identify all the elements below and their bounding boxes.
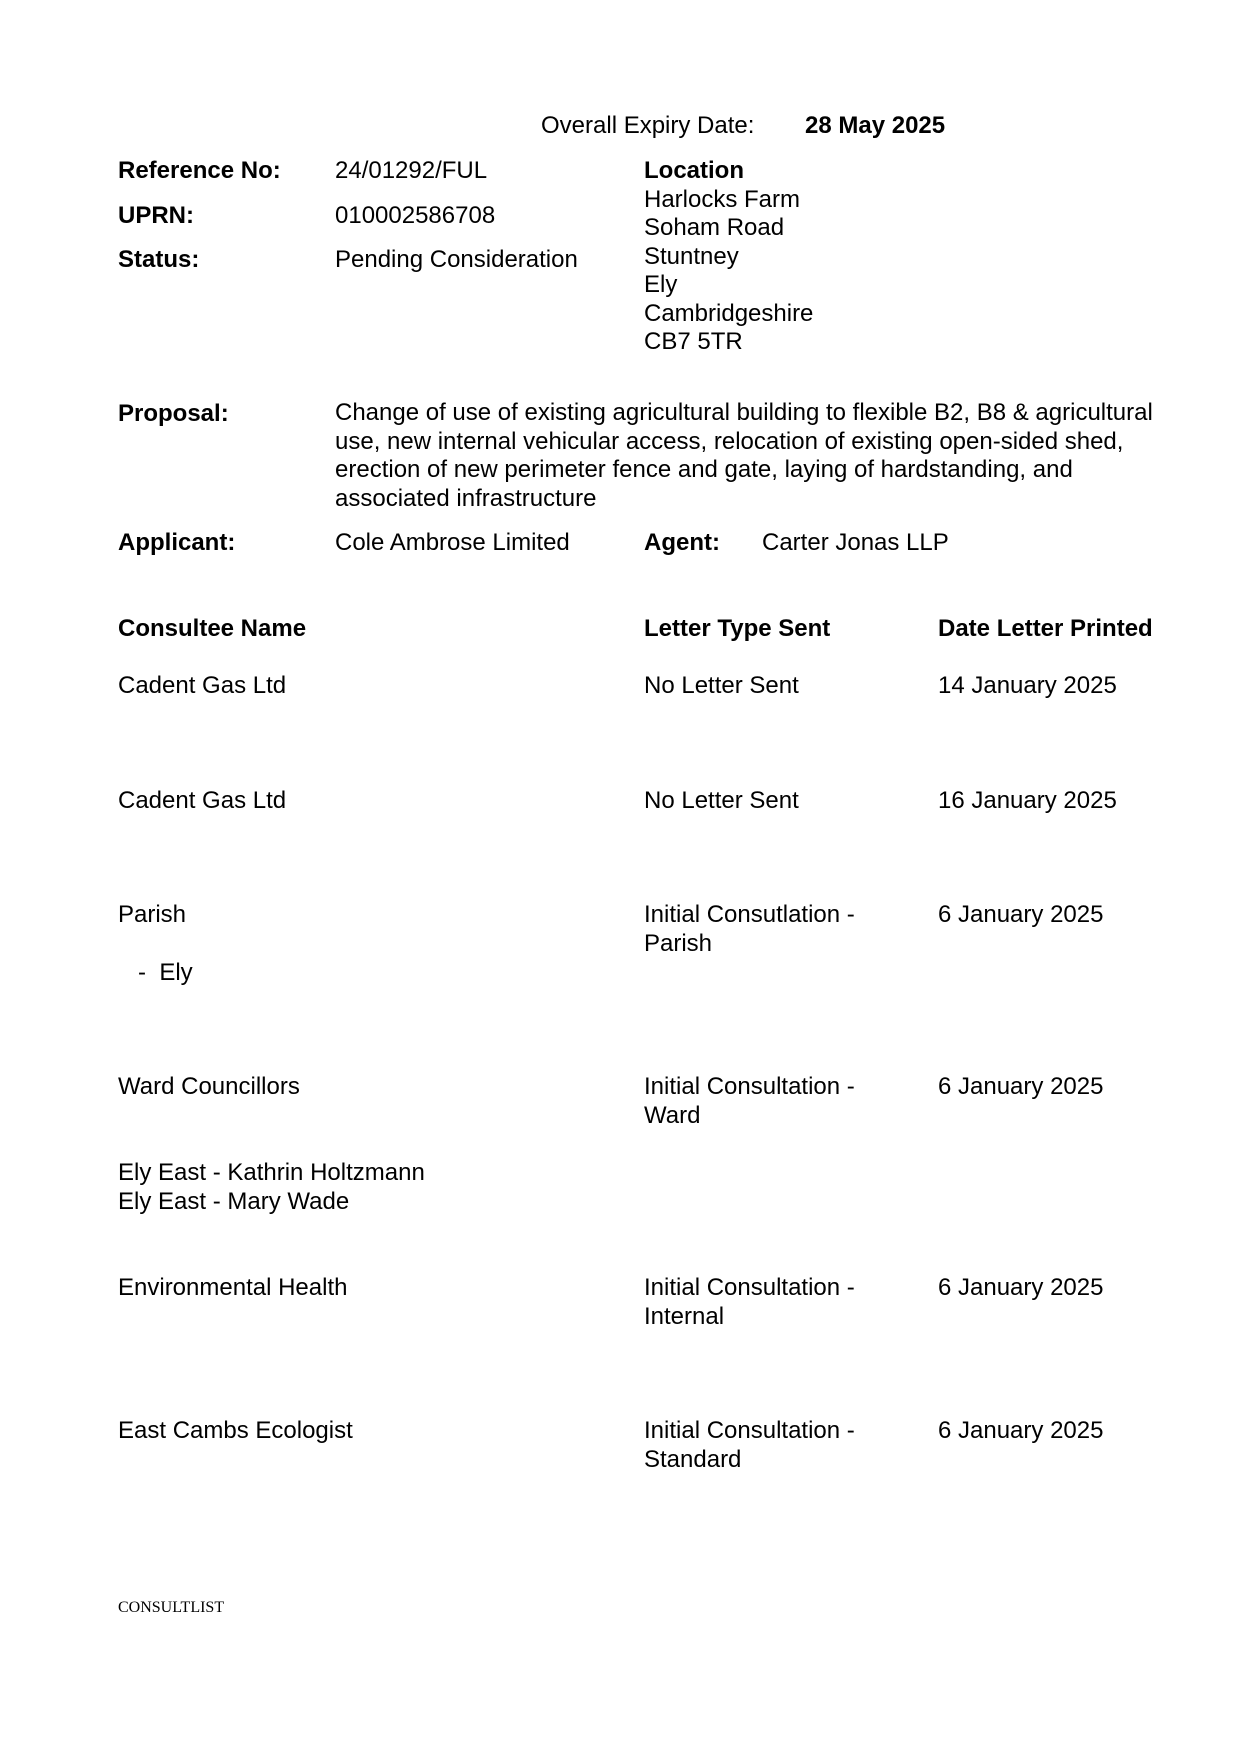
- letter-type-line2: Parish: [644, 930, 713, 957]
- date-printed: 6 January 2025: [938, 901, 1104, 928]
- column-header-consultee: Consultee Name: [118, 615, 307, 642]
- consultee-name: East Cambs Ecologist: [118, 1417, 353, 1444]
- expiry-label: Overall Expiry Date:: [541, 112, 755, 139]
- location-line: Cambridgeshire: [644, 300, 814, 327]
- location-line: Ely: [644, 271, 678, 298]
- letter-type: Initial Consultation -: [644, 1274, 855, 1301]
- consultee-name: Cadent Gas Ltd: [118, 787, 287, 814]
- letter-type-line2: Internal: [644, 1303, 725, 1330]
- uprn-value: 010002586708: [335, 202, 496, 229]
- date-printed: 6 January 2025: [938, 1274, 1104, 1301]
- letter-type: No Letter Sent: [644, 672, 799, 699]
- date-printed: 6 January 2025: [938, 1073, 1104, 1100]
- location-line: Harlocks Farm: [644, 186, 801, 213]
- consultee-name: Environmental Health: [118, 1274, 348, 1301]
- letter-type-line2: Standard: [644, 1446, 742, 1473]
- footer-code: CONSULTLIST: [118, 1599, 225, 1616]
- column-header-date: Date Letter Printed: [938, 615, 1153, 642]
- consultee-sub: Ely East - Mary Wade: [118, 1188, 350, 1215]
- uprn-label: UPRN:: [118, 202, 194, 229]
- proposal-text: Change of use of existing agricultural building to flexible B2, B8 & agricultural use, new internal vehicular access, relocation of existing open-sided shed, erection of new perimeter fence and gate, laying of hardstanding, and associated infrastructure: [335, 399, 1153, 512]
- location-line: Stuntney: [644, 243, 739, 270]
- date-printed: 16 January 2025: [938, 787, 1117, 814]
- letter-type: Initial Consultation -: [644, 1417, 855, 1444]
- expiry-value: 28 May 2025: [805, 112, 946, 139]
- letter-type: Initial Consultation -: [644, 1073, 855, 1100]
- date-printed: 14 January 2025: [938, 672, 1117, 699]
- applicant-value: Cole Ambrose Limited: [335, 529, 570, 556]
- location-line: Soham Road: [644, 214, 785, 241]
- date-printed: 6 January 2025: [938, 1417, 1104, 1444]
- consultee-name: Ward Councillors: [118, 1073, 300, 1100]
- letter-type: Initial Consutlation -: [644, 901, 855, 928]
- agent-label: Agent:: [644, 529, 720, 556]
- status-value: Pending Consideration: [335, 246, 578, 273]
- letter-type: No Letter Sent: [644, 787, 799, 814]
- location-label: Location: [644, 157, 744, 184]
- consultee-name: Parish: [118, 901, 187, 928]
- reference-value: 24/01292/FUL: [335, 157, 488, 184]
- status-label: Status:: [118, 246, 200, 273]
- proposal-label: Proposal:: [118, 400, 229, 427]
- consultee-sub: Ely East - Kathrin Holtzmann: [118, 1159, 425, 1186]
- agent-value: Carter Jonas LLP: [762, 529, 949, 556]
- letter-type-line2: Ward: [644, 1102, 701, 1129]
- location-line: CB7 5TR: [644, 328, 743, 355]
- reference-label: Reference No:: [118, 157, 281, 184]
- consultee-name: Cadent Gas Ltd: [118, 672, 287, 699]
- column-header-letter-type: Letter Type Sent: [644, 615, 831, 642]
- applicant-label: Applicant:: [118, 529, 236, 556]
- consultee-sub: - Ely: [138, 959, 193, 986]
